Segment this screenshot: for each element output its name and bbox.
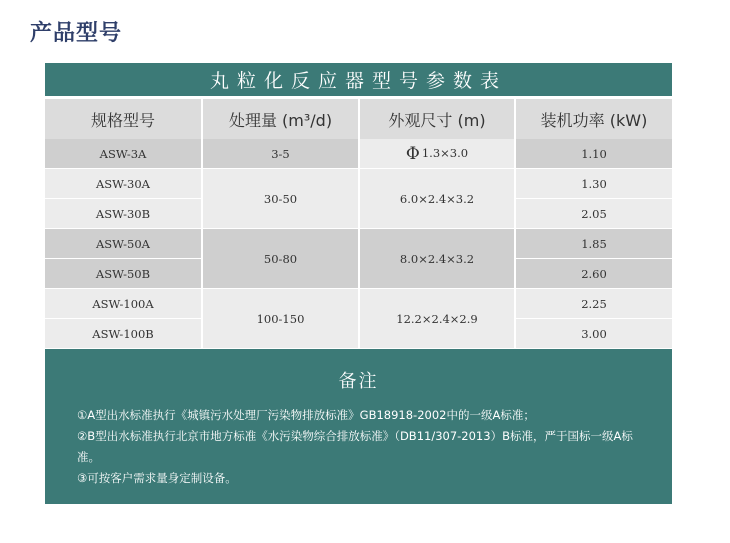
note-line: ①A型出水标准执行《城镇污水处理厂污染物排放标准》GB18918-2002中的一级A标准； [77, 408, 535, 422]
notes-title: 备注 [338, 371, 379, 392]
model-cell: ASW-100A [45, 289, 202, 319]
dimension-cell: 8.0×2.4×3.2 [359, 229, 515, 289]
diameter-symbol: Φ [405, 143, 420, 164]
capacity-cell: 100-150 [202, 289, 359, 349]
spec-table [45, 99, 672, 349]
power-cell: 3.00 [515, 319, 672, 349]
power-cell: 2.05 [515, 199, 672, 229]
table-row [45, 229, 672, 259]
table-header-row [45, 99, 672, 139]
power-cell: 1.30 [515, 169, 672, 199]
capacity-cell: 50-80 [202, 229, 359, 289]
dimension-cell: 6.0×2.4×3.2 [359, 169, 515, 229]
power-cell: 1.10 [515, 139, 672, 169]
capacity-cell: 30-50 [202, 169, 359, 229]
table-row [45, 169, 672, 199]
power-cell: 2.25 [515, 289, 672, 319]
model-cell: ASW-100B [45, 319, 202, 349]
table-row [45, 289, 672, 319]
note-line: ③可按客户需求量身定制设备。 [77, 471, 237, 485]
dimension-value: 1.3×3.0 [421, 145, 469, 160]
header-power: 装机功率 (kW) [515, 99, 672, 139]
model-cell: ASW-30B [45, 199, 202, 229]
dimension-cell: 12.2×2.4×2.9 [359, 289, 515, 349]
model-cell: ASW-30A [45, 169, 202, 199]
capacity-cell: 3-5 [202, 139, 359, 169]
model-cell: ASW-50B [45, 259, 202, 289]
header-dimension: 外观尺寸 (m) [359, 99, 515, 139]
power-cell: 2.60 [515, 259, 672, 289]
spec-table-panel [45, 63, 672, 349]
note-line: ②B型出水标准执行北京市地方标准《水污染物综合排放标准》（DB11/307-2013）B标准，严于国标一级A标准。 [77, 429, 633, 464]
notes-panel [45, 349, 672, 504]
header-capacity: 处理量 (m³/d) [202, 99, 359, 139]
model-cell: ASW-50A [45, 229, 202, 259]
model-cell: ASW-3A [45, 139, 202, 169]
table-row [45, 139, 672, 169]
page-title: 产品型号 [30, 20, 123, 46]
notes-list [77, 405, 647, 489]
table-title: 丸粒化反应器型号参数表 [45, 63, 672, 96]
header-model: 规格型号 [45, 99, 202, 139]
power-cell: 1.85 [515, 229, 672, 259]
dimension-cell [359, 139, 515, 169]
